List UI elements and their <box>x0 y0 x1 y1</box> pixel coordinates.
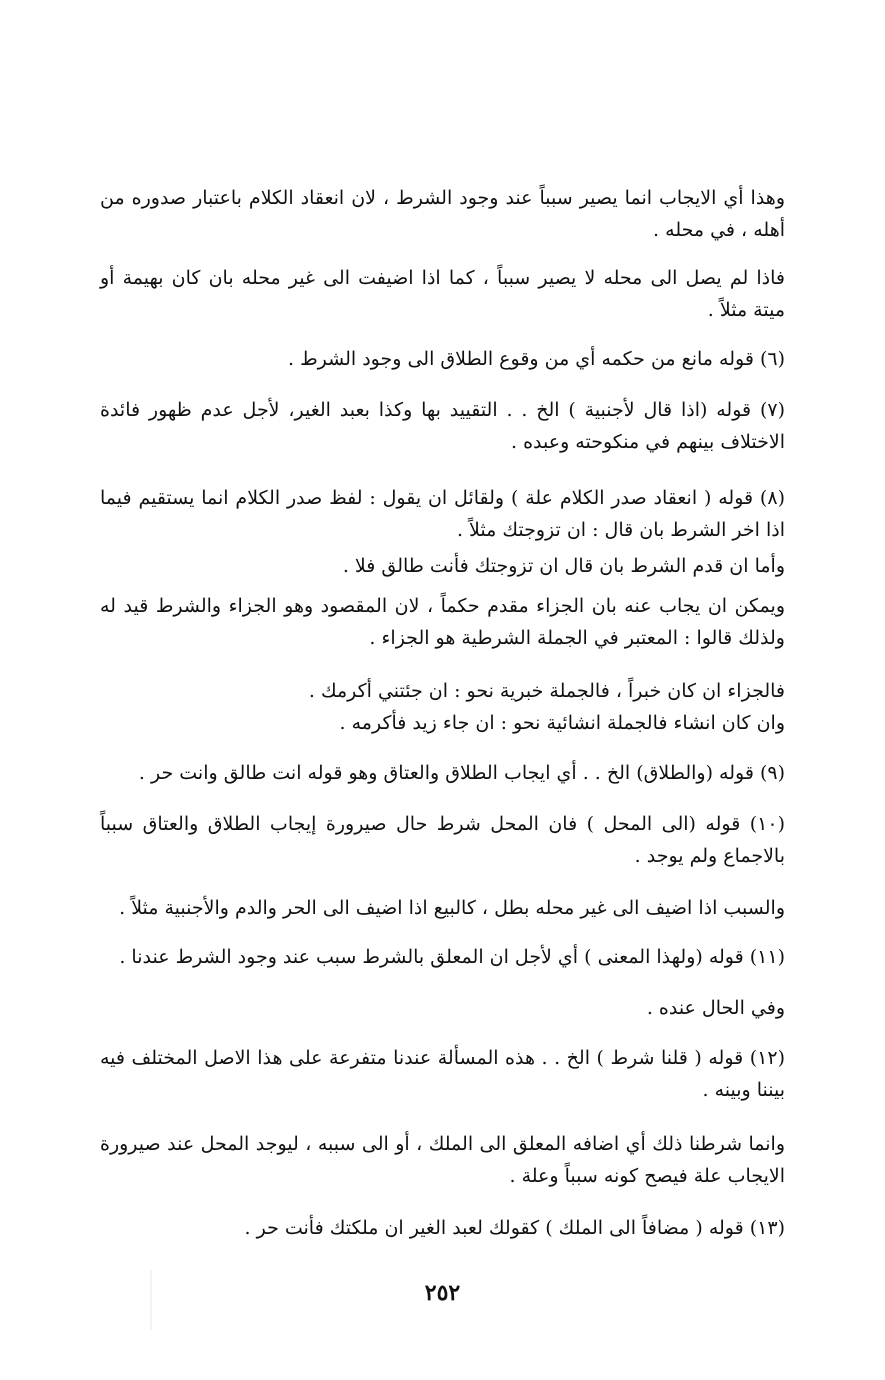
paragraph-3: (٦) قوله مانع من حكمه أي من وقوع الطلاق الى وجود الشرط . <box>288 348 785 370</box>
paragraph-10: (٩) قوله (والطلاق) الخ . . أي ايجاب الطلاق والعتاق وهو قوله انت طالق وانت حر . <box>138 762 785 784</box>
paragraph-12: والسبب اذا اضيف الى غير محله بطل ، كالبيع اذا اضيف الى الحر والدم والأجنبية مثلاً . <box>119 897 785 919</box>
paragraph-17: (١٣) قوله ( مضافاً الى الملك ) كقولك لعبد الغير ان ملكتك فأنت حر . <box>244 1217 785 1239</box>
paragraph-8: فالجزاء ان كان خبراً ، فالجملة خبرية نحو : ان جئتني أكرمك . <box>308 680 785 702</box>
paragraph-2: فاذا لم يصل الى محله لا يصير سبباً ، كما اذا اضيفت الى غير محله بان كان بهيمة أو ميتة مثلاً . <box>100 267 785 321</box>
paragraph-5: (٨) قوله ( انعقاد صدر الكلام علة ) ولقائل ان يقول : لفظ صدر الكلام انما يستقيم فيما اذا اخر الشرط بان قال : ان تزوجتك مثلاً . <box>100 487 785 541</box>
paragraph-15: (١٢) قوله ( قلنا شرط ) الخ . . هذه المسألة عندنا متفرعة على هذا الاصل المختلف فيه بيننا وبينه . <box>100 1047 785 1101</box>
paragraph-9: وان كان انشاء فالجملة انشائية نحو : ان جاء زيد فأكرمه . <box>339 712 785 734</box>
paragraph-11: (١٠) قوله (الى المحل ) فان المحل شرط حال صيرورة إيجاب الطلاق والعتاق سبباً بالاجماع ولم يوجد . <box>100 813 785 867</box>
page-number: ٢٥٢ <box>424 1280 461 1306</box>
paragraph-14: وفي الحال عنده . <box>646 997 785 1019</box>
paragraph-7: ويمكن ان يجاب عنه بان الجزاء مقدم حكماً ، لان المقصود وهو الجزاء والشرط قيد له ولذلك قالوا : المعتبر في الجملة الشرطية هو الجزاء . <box>100 595 785 649</box>
paragraph-6: وأما ان قدم الشرط بان قال ان تزوجتك فأنت طالق فلا . <box>342 555 785 577</box>
paragraph-13: (١١) قوله (ولهذا المعنى ) أي لأجل ان المعلق بالشرط سبب عند وجود الشرط عندنا . <box>119 946 785 968</box>
paragraph-1: وهذا أي الايجاب انما يصير سبباً عند وجود الشرط ، لان انعقاد الكلام باعتبار صدوره من أهله ، في محله . <box>100 187 785 241</box>
paragraph-4: (٧) قوله (اذا قال لأجنبية ) الخ . . التقييد بها وكذا بعبد الغير، لأجل عدم ظهور فائدة الاختلاف بينهم في منكوحته وعبده . <box>100 399 785 453</box>
paragraph-16: وانما شرطنا ذلك أي اضافه المعلق الى الملك ، أو الى سببه ، ليوجد المحل عند صيرورة الايجاب علة فيصح كونه سبباً وعلة . <box>100 1133 785 1187</box>
